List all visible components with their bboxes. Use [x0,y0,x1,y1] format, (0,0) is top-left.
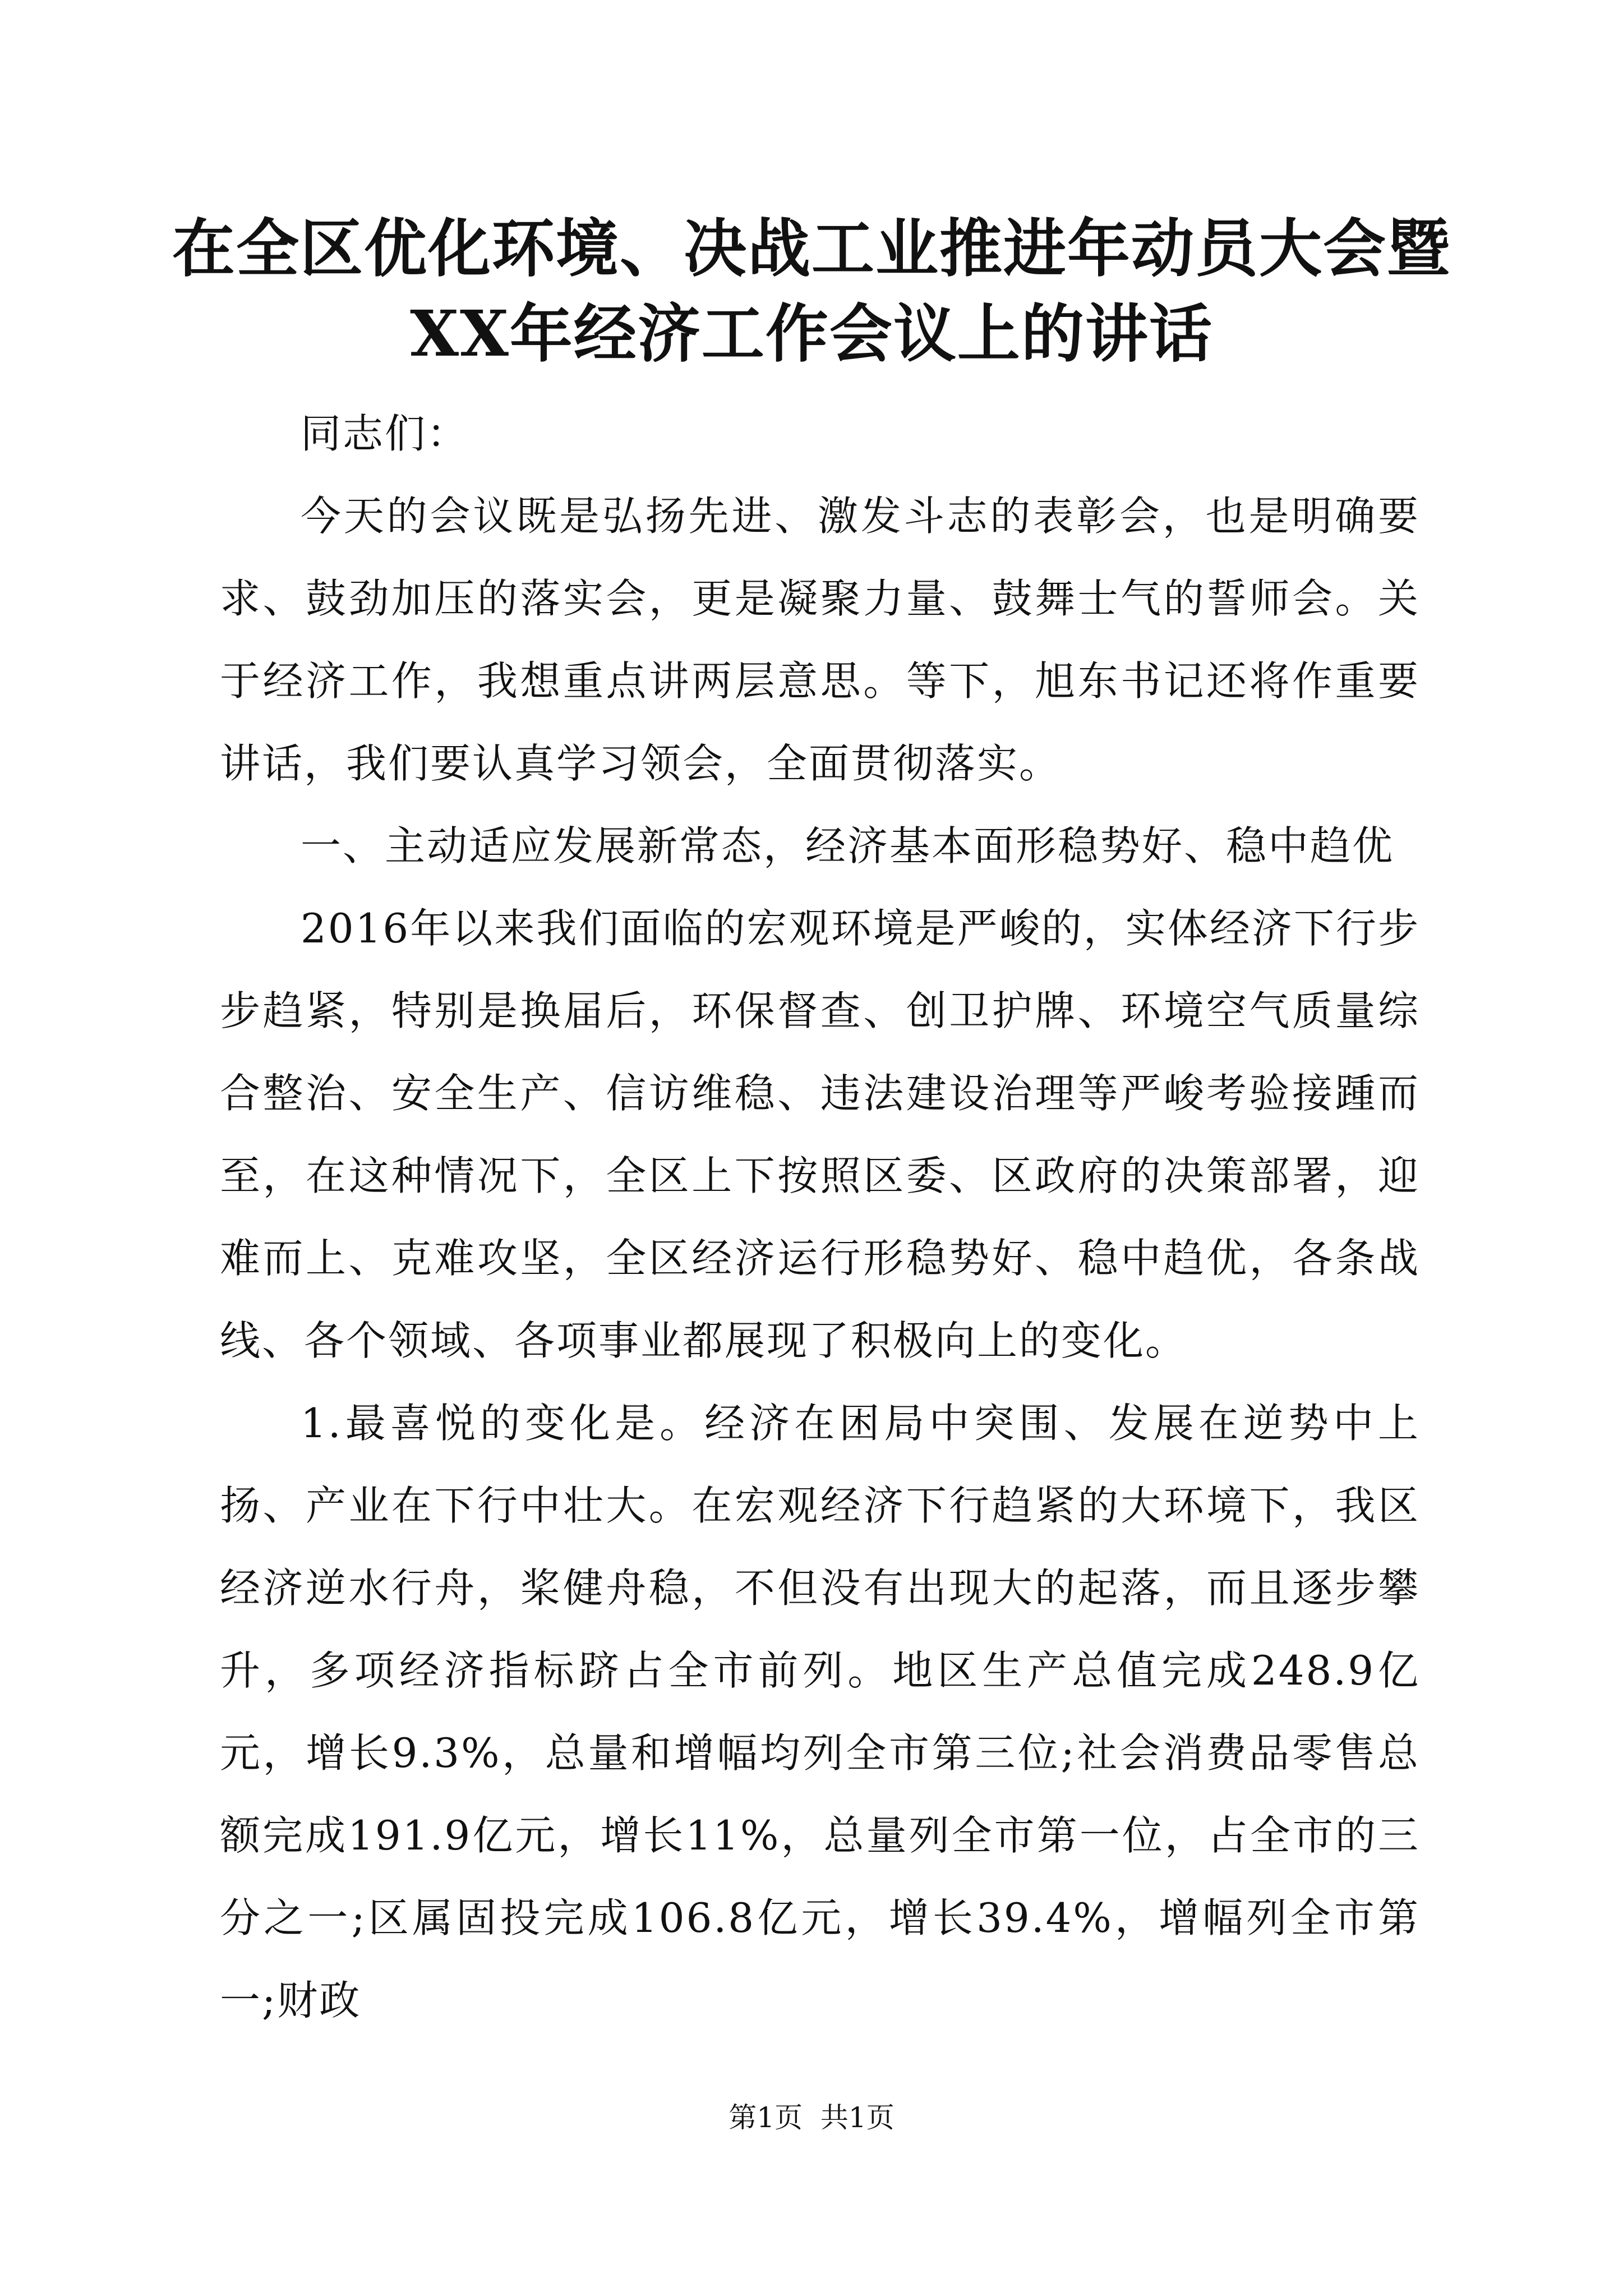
context-paragraph: 2016年以来我们面临的宏观环境是严峻的，实体经济下行步步趋紧，特别是换届后，环保督查、创卫护牌、环境空气质量综合整治、安全生产、信访维稳、违法建设治理等严峻考验接踵而至，在这种情况下，全区上下按照区委、区政府的决策部署，迎难而上、克难攻坚，全区经济运行形稳势好、稳中趋优，各条战线、各个领域、各项事业都展现了积极向上的变化。 [220,905,1420,1364]
page-number-footer: 第1页 共1页 [728,2101,895,2134]
title-line-1: 在全区优化环境、决战工业推进年动员大会暨 [172,212,1451,286]
salutation: 同志们： [301,410,469,457]
document-title [168,206,1455,377]
title-line-2: XX年经济工作会议上的讲话 [410,297,1213,371]
point-one-paragraph: 1.最喜悦的变化是。经济在困局中突围、发展在逆势中上扬、产业在下行中壮大。在宏观经济下行趋紧的大环境下，我区经济逆水行舟，桨健舟稳，不但没有出现大的起落，而且逐步攀升，多项经济指标跻占全市前列。地区生产总值完成248.9亿元，增长9.3%，总量和增幅均列全市第三位;社会消费品零售总额完成191.9亿元，增长11%，总量列全市第一位，占全市的三分之一;区属固投完成106.8亿元，增长39.4%，增幅列全市第一;财政 [220,1400,1420,2024]
intro-paragraph: 今天的会议既是弘扬先进、激发斗志的表彰会，也是明确要求、鼓劲加压的落实会，更是凝聚力量、鼓舞士气的誓师会。关于经济工作，我想重点讲两层意思。等下，旭东书记还将作重要讲话，我们要认真学习领会，全面贯彻落实。 [220,493,1420,787]
document-body [220,393,1420,2042]
section-heading: 一、主动适应发展新常态，经济基本面形稳势好、稳中趋优 [301,822,1395,869]
